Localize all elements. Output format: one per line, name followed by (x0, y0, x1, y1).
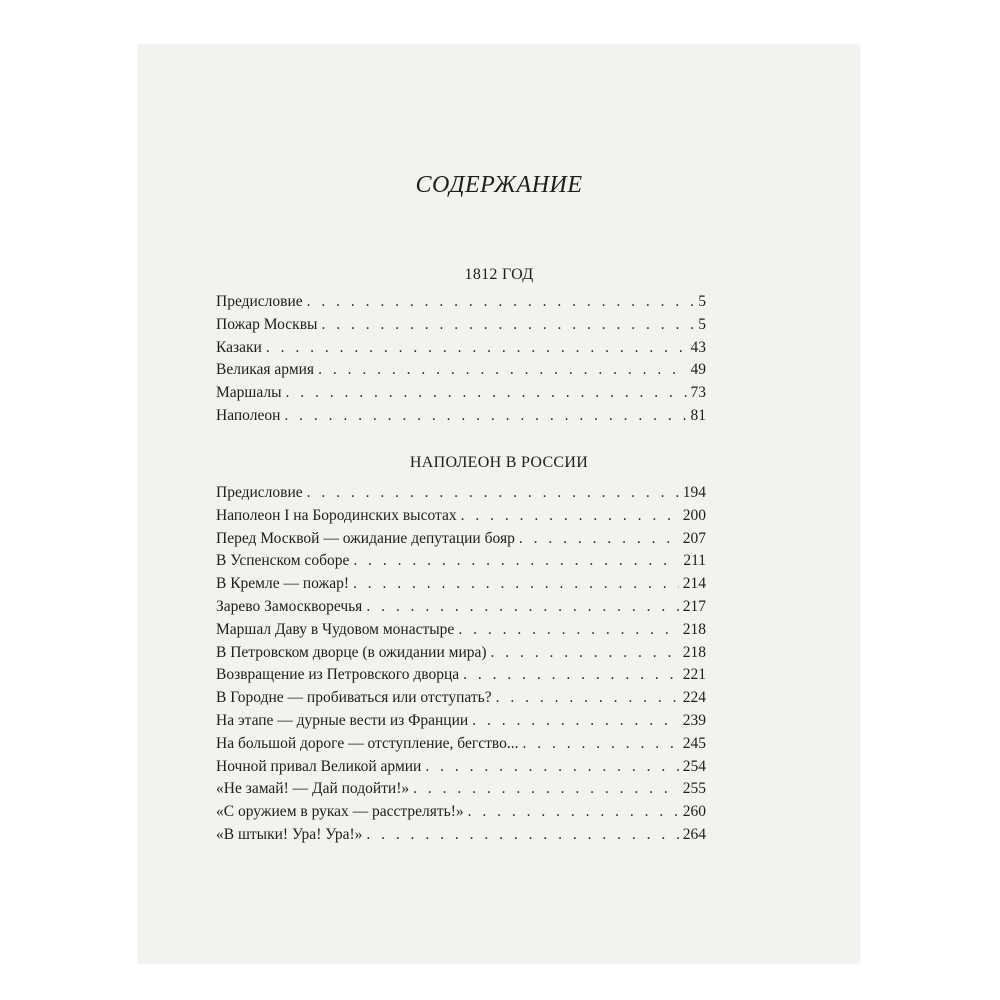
toc-entry[interactable] (216, 507, 706, 530)
toc-entry-page: 239 (682, 711, 706, 729)
dot-leader (461, 507, 679, 525)
toc-entry-page: 221 (682, 666, 706, 684)
toc-entry-page: 224 (682, 689, 706, 707)
toc-entry-page: 207 (682, 529, 706, 547)
toc-entry-title: «С оружием в руках — расстрелять!» (216, 803, 464, 821)
toc-entry-title: На большой дороге — отступление, бегство... (216, 734, 519, 752)
toc-entry[interactable] (216, 780, 706, 803)
toc-entry[interactable] (216, 644, 706, 667)
toc-entry-title: Возвращение из Петровского дворца (216, 666, 460, 684)
dot-leader (496, 689, 679, 707)
toc-entry-title: Зарево Замоскворечья (216, 597, 363, 615)
dot-leader (468, 803, 679, 821)
toc-entry[interactable] (216, 575, 706, 598)
toc-entry[interactable] (216, 621, 706, 644)
page-title: СОДЕРЖАНИЕ (415, 172, 583, 198)
toc-entry-title: Перед Москвой — ожидание депутации бояр (216, 529, 515, 547)
toc-list-1812 (216, 293, 706, 430)
dot-leader (463, 666, 679, 684)
dot-leader (286, 384, 687, 402)
toc-entry[interactable] (216, 552, 706, 575)
toc-entry[interactable] (216, 484, 706, 507)
dot-leader (472, 712, 679, 730)
toc-entry[interactable] (216, 758, 706, 781)
toc-entry-page: 73 (690, 384, 706, 402)
dot-leader (366, 598, 678, 616)
toc-list-napoleon (216, 484, 706, 849)
toc-entry-page: 43 (690, 338, 706, 356)
toc-entry-page: 218 (682, 643, 706, 661)
book-page (138, 44, 860, 964)
toc-entry-page: 211 (683, 552, 706, 570)
dot-leader (307, 484, 679, 502)
dot-leader (413, 780, 679, 798)
toc-entry-title: Наполеон I на Бородинских высотах (216, 506, 457, 524)
toc-entry-page: 214 (682, 575, 706, 593)
toc-entry-title: Казаки (216, 338, 262, 356)
dot-leader (284, 407, 686, 425)
toc-entry-page: 245 (682, 734, 706, 752)
toc-entry-title: Наполеон (216, 406, 281, 424)
toc-entry-title: Великая армия (216, 361, 315, 379)
dot-leader (353, 552, 679, 570)
section-heading-napoleon: НАПОЛЕОН В РОССИИ (409, 454, 589, 471)
toc-entry[interactable] (216, 384, 706, 407)
dot-leader (318, 361, 686, 379)
toc-entry[interactable] (216, 712, 706, 735)
toc-entry[interactable] (216, 407, 706, 430)
toc-entry-page: 5 (698, 293, 706, 310)
toc-entry-page: 255 (682, 780, 706, 798)
toc-entry-title: В Городне — пробиваться или отступать? (216, 689, 492, 707)
toc-entry-page: 5 (698, 315, 706, 333)
toc-entry-title: «Не замай! — Дай подойти!» (216, 780, 410, 798)
dot-leader (425, 758, 678, 776)
toc-entry-page: 254 (682, 757, 706, 775)
dot-leader (366, 826, 678, 844)
toc-entry-title: Предисловие (216, 484, 303, 501)
toc-entry-title: В Кремле — пожар! (216, 575, 350, 593)
toc-entry[interactable] (216, 293, 706, 316)
toc-entry[interactable] (216, 826, 706, 849)
toc-entry-page: 217 (682, 597, 706, 615)
toc-entry[interactable] (216, 803, 706, 826)
dot-leader (266, 339, 687, 357)
toc-entry-page: 49 (690, 361, 706, 379)
toc-entry[interactable] (216, 689, 706, 712)
toc-entry[interactable] (216, 339, 706, 362)
toc-entry-page: 218 (682, 620, 706, 638)
toc-entry-page: 260 (682, 803, 706, 821)
toc-entry[interactable] (216, 530, 706, 553)
toc-entry-title: Пожар Москвы (216, 315, 318, 333)
toc-entry-title: Маршалы (216, 384, 282, 402)
dot-leader (321, 316, 694, 334)
toc-entry-title: Ночной привал Великой армии (216, 757, 422, 775)
toc-entry-title: Предисловие (216, 293, 303, 310)
toc-entry[interactable] (216, 735, 706, 758)
toc-entry-page: 194 (682, 484, 706, 501)
toc-entry[interactable] (216, 598, 706, 621)
toc-entry-title: Маршал Даву в Чудовом монастыре (216, 620, 455, 638)
section-heading-1812: 1812 ГОД (464, 266, 534, 283)
dot-leader (519, 530, 679, 548)
dot-leader (491, 644, 679, 662)
toc-entry-title: В Петровском дворце (в ожидании мира) (216, 643, 487, 661)
dot-leader (353, 575, 679, 593)
dot-leader (307, 293, 695, 311)
toc-entry-page: 81 (690, 406, 706, 424)
toc-entry-title: В Успенском соборе (216, 552, 350, 570)
dot-leader (522, 735, 678, 753)
toc-entry-title: На этапе — дурные вести из Франции (216, 711, 469, 729)
toc-entry-page: 264 (682, 825, 706, 843)
toc-entry[interactable] (216, 361, 706, 384)
toc-entry[interactable] (216, 316, 706, 339)
dot-leader (458, 621, 678, 639)
toc-entry-title: «В штыки! Ура! Ура!» (216, 825, 363, 843)
toc-entry-page: 200 (682, 506, 706, 524)
toc-entry[interactable] (216, 666, 706, 689)
